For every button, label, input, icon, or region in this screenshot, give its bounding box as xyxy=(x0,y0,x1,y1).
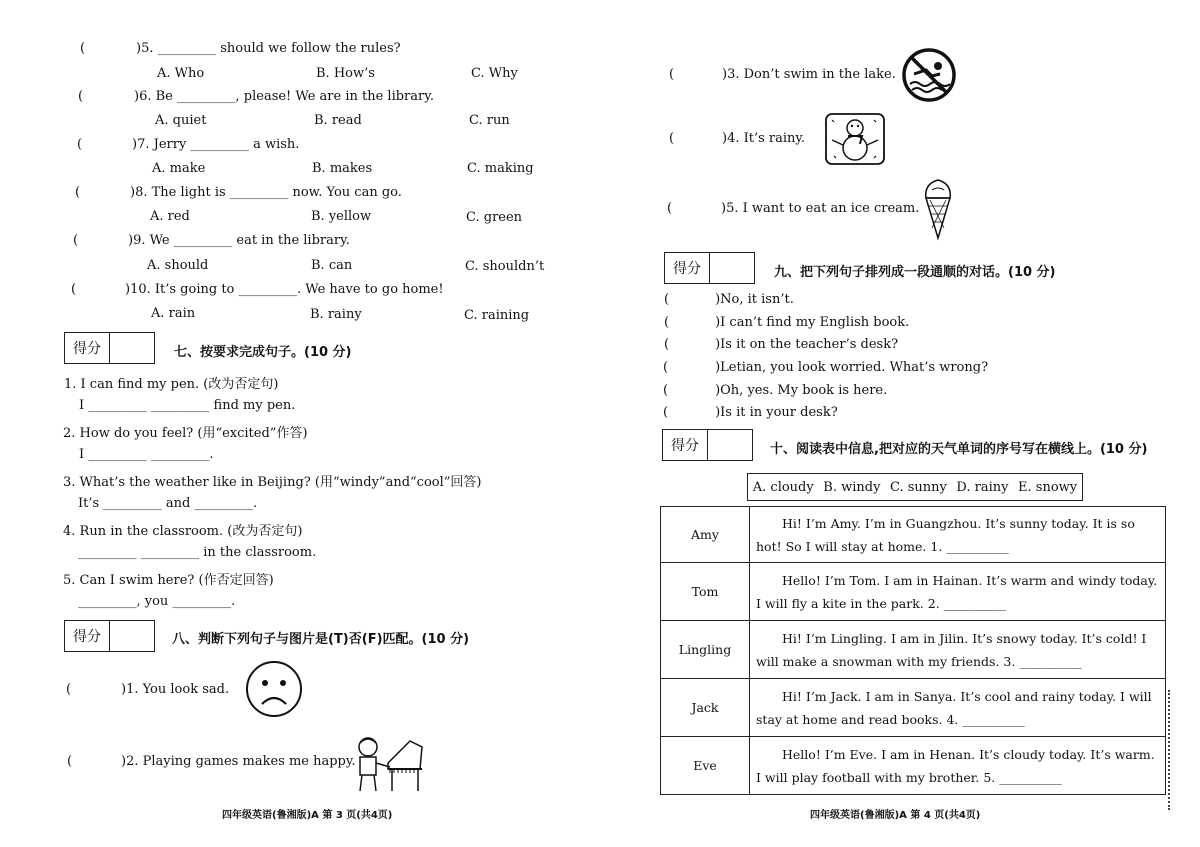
sad-face-icon xyxy=(244,659,304,719)
question-text: It’s going to _________. We have to go home! xyxy=(154,282,444,297)
person-text: Hello! I’m Eve. I am in Henan. It’s cloudy today. It’s warm. I will play football with my brother. 5. __________ xyxy=(750,737,1166,795)
word-option: A. cloudy xyxy=(752,479,814,495)
dialogue-line: )No, it isn’t. xyxy=(715,292,794,307)
score-blank[interactable] xyxy=(708,430,752,460)
section-title: 七、按要求完成句子。(10 分) xyxy=(174,345,352,360)
answer-line[interactable]: _________, you _________. xyxy=(78,594,236,609)
score-box[interactable] xyxy=(664,252,755,284)
question-text: _________ should we follow the rules? xyxy=(157,41,401,56)
answer-paren[interactable]: ( xyxy=(663,383,669,398)
instruction: 3. What’s the weather like in Beijing? (用“windy”and“cool”回答) xyxy=(63,475,482,490)
ice-cream-icon xyxy=(920,176,956,242)
instruction: 4. Run in the classroom. (改为否定句) xyxy=(63,524,303,539)
answer-line[interactable]: It’s _________ and _________. xyxy=(78,496,258,511)
answer-line[interactable]: _________ _________ in the classroom. xyxy=(78,545,317,560)
option-b: B. makes xyxy=(312,161,373,176)
question-number: )10. xyxy=(125,282,151,297)
answer-paren[interactable]: ( xyxy=(75,185,81,200)
mc-stem xyxy=(136,41,401,56)
section-title: 十、阅读表中信息,把对应的天气单词的序号写在横线上。(10 分) xyxy=(770,442,1148,457)
option-a: A. Who xyxy=(157,66,205,81)
answer-paren[interactable]: ( xyxy=(71,282,77,297)
binding-dotted-line xyxy=(1168,690,1170,810)
person-name: Jack xyxy=(661,679,750,737)
statement: )5. I want to eat an ice cream. xyxy=(721,201,920,216)
option-a: A. quiet xyxy=(155,113,207,128)
answer-paren[interactable]: ( xyxy=(664,315,670,330)
order-item[interactable] xyxy=(663,383,887,398)
snowman-icon xyxy=(824,112,886,166)
question-number: )9. xyxy=(128,233,146,248)
answer-paren[interactable]: ( xyxy=(669,131,675,146)
option-a: A. should xyxy=(147,258,209,273)
person-name: Tom xyxy=(661,563,750,621)
person-name: Amy xyxy=(661,507,750,563)
word-option: E. snowy xyxy=(1018,479,1078,495)
dialogue-line: )Is it in your desk? xyxy=(715,405,838,420)
option-b: B. rainy xyxy=(310,307,362,322)
table-row xyxy=(661,621,1166,679)
table-row xyxy=(661,679,1166,737)
order-item[interactable] xyxy=(663,405,838,420)
answer-paren[interactable]: ( xyxy=(667,201,673,216)
score-blank[interactable] xyxy=(110,333,154,363)
word-option: B. windy xyxy=(823,479,881,495)
mc-stem xyxy=(132,137,299,152)
answer-paren[interactable]: ( xyxy=(78,89,84,104)
order-item[interactable] xyxy=(664,315,909,330)
person-text: Hi! I’m Amy. I’m in Guangzhou. It’s sunny today. It is so hot! So I will stay at home. 1. __________ xyxy=(750,507,1166,563)
option-c: C. Why xyxy=(471,66,518,81)
score-blank[interactable] xyxy=(110,621,154,651)
mc-stem xyxy=(128,233,350,248)
table-row xyxy=(661,563,1166,621)
option-b: B. How’s xyxy=(316,66,375,81)
score-label: 得分 xyxy=(663,430,708,460)
instruction: 5. Can I swim here? (作否定回答) xyxy=(63,573,274,588)
dialogue-line: )I can’t find my English book. xyxy=(715,315,910,330)
question-text: The light is _________ now. You can go. xyxy=(151,185,402,200)
order-item[interactable] xyxy=(664,292,794,307)
option-a: A. rain xyxy=(151,306,196,321)
order-item[interactable] xyxy=(664,337,898,352)
question-number: )6. xyxy=(134,89,152,104)
question-number: )7. xyxy=(132,137,150,152)
question-number: )5. xyxy=(136,41,154,56)
question-text: Jerry _________ a wish. xyxy=(153,137,300,152)
answer-paren[interactable]: ( xyxy=(664,337,670,352)
score-box[interactable] xyxy=(64,332,155,364)
score-box[interactable] xyxy=(662,429,753,461)
score-label: 得分 xyxy=(65,621,110,651)
answer-paren[interactable]: ( xyxy=(67,754,73,769)
option-b: B. yellow xyxy=(311,209,372,224)
answer-line[interactable]: I _________ _________. xyxy=(79,447,214,462)
mc-stem xyxy=(134,89,434,104)
mc-stem xyxy=(125,282,444,297)
instruction: 2. How do you feel? (用“excited”作答) xyxy=(63,426,308,441)
section-title: 八、判断下列句子与图片是(T)否(F)匹配。(10 分) xyxy=(172,632,470,647)
answer-paren[interactable]: ( xyxy=(77,137,83,152)
answer-paren[interactable]: ( xyxy=(663,360,669,375)
question-text: Be _________, please! We are in the library. xyxy=(155,89,434,104)
statement: )2. Playing games makes me happy. xyxy=(121,754,356,769)
question-text: We _________ eat in the library. xyxy=(149,233,350,248)
question-number: )8. xyxy=(130,185,148,200)
dialogue-line: )Is it on the teacher’s desk? xyxy=(715,337,899,352)
answer-paren[interactable]: ( xyxy=(66,682,72,697)
page-footer: 四年级英语(鲁湘版)A 第 3 页(共4页) xyxy=(222,810,393,821)
option-a: A. red xyxy=(150,209,190,224)
order-item[interactable] xyxy=(663,360,988,375)
score-label: 得分 xyxy=(65,333,110,363)
option-c: C. run xyxy=(469,113,510,128)
section-title: 九、把下列句子排列成一段通顺的对话。(10 分) xyxy=(774,265,1056,280)
mc-stem xyxy=(130,185,402,200)
answer-paren[interactable]: ( xyxy=(73,233,79,248)
statement: )4. It’s rainy. xyxy=(722,131,806,146)
score-box[interactable] xyxy=(64,620,155,652)
person-text: Hi! I’m Jack. I am in Sanya. It’s cool and rainy today. I will stay at home and read books. 4. __________ xyxy=(750,679,1166,737)
table-row xyxy=(661,737,1166,795)
option-c: C. raining xyxy=(464,308,530,323)
piano-boy-icon xyxy=(350,733,432,795)
dialogue-line: )Letian, you look worried. What’s wrong? xyxy=(715,360,989,375)
answer-line[interactable]: I _________ _________ find my pen. xyxy=(79,398,296,413)
word-option: D. rainy xyxy=(956,479,1009,495)
person-name: Lingling xyxy=(661,621,750,679)
statement: )3. Don’t swim in the lake. xyxy=(722,67,896,82)
person-text: Hello! I’m Tom. I am in Hainan. It’s warm and windy today. I will fly a kite in the park. 2. __________ xyxy=(750,563,1166,621)
score-blank[interactable] xyxy=(710,253,754,283)
word-option: C. sunny xyxy=(889,479,947,495)
score-label: 得分 xyxy=(665,253,710,283)
option-c: C. making xyxy=(467,161,534,176)
person-text: Hi! I’m Lingling. I am in Jilin. It’s snowy today. It’s cold! I will make a snowman with my friends. 3. __________ xyxy=(750,621,1166,679)
answer-paren[interactable]: ( xyxy=(663,405,669,420)
option-b: B. can xyxy=(311,258,353,273)
table-row xyxy=(661,507,1166,563)
dialogue-line: )Oh, yes. My book is here. xyxy=(715,383,888,398)
option-a: A. make xyxy=(152,161,206,176)
person-name: Eve xyxy=(661,737,750,795)
instruction: 1. I can find my pen. (改为否定句) xyxy=(64,377,279,392)
answer-paren[interactable]: ( xyxy=(669,67,675,82)
no-swimming-icon xyxy=(900,46,958,104)
word-bank xyxy=(747,473,1083,501)
answer-paren[interactable]: ( xyxy=(80,41,86,56)
option-c: C. green xyxy=(466,210,523,225)
option-c: C. shouldn’t xyxy=(465,259,545,274)
info-table xyxy=(660,506,1166,795)
page-footer: 四年级英语(鲁湘版)A 第 4 页(共4页) xyxy=(810,810,981,821)
answer-paren[interactable]: ( xyxy=(664,292,670,307)
option-b: B. read xyxy=(314,113,362,128)
statement: )1. You look sad. xyxy=(121,682,230,697)
